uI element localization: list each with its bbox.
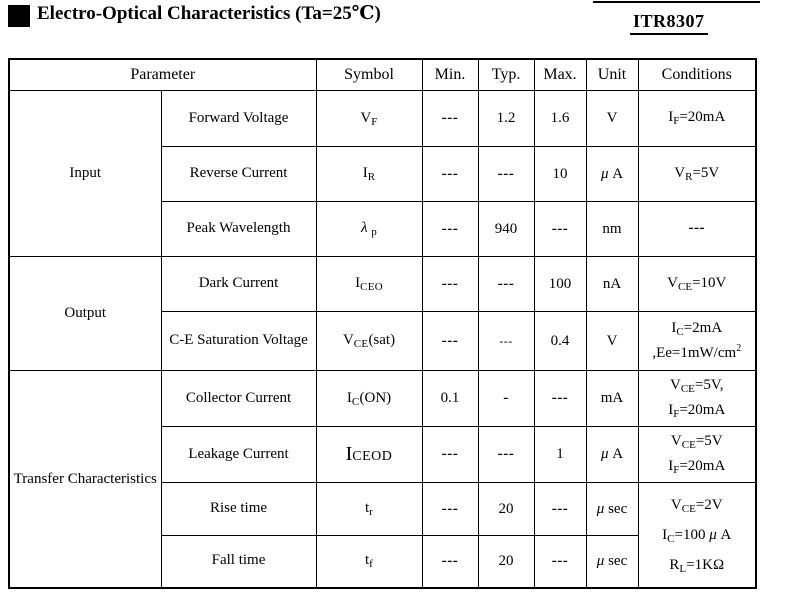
- page-title: Electro-Optical Characteristics (Ta=25℃): [37, 3, 381, 24]
- eo-characteristics-table: [8, 58, 757, 589]
- conditions-cell: $I_C=2mA$ $,Ee=1mW/cm^2$: [638, 312, 756, 371]
- col-header-min: Min.: [422, 59, 478, 91]
- max-cell: 1.6: [534, 91, 586, 147]
- max-cell: ---: [534, 536, 586, 588]
- symbol-cell: $t_f$: [316, 536, 422, 588]
- max-cell: ---: [534, 483, 586, 536]
- unit-cell: mA: [586, 371, 638, 427]
- min-cell: ---: [422, 312, 478, 371]
- conditions-cell: $V_{CE}=5V$, $I_F=20mA$: [638, 371, 756, 427]
- unit-cell: μ A: [586, 147, 638, 202]
- max-cell: ---: [534, 202, 586, 257]
- max-cell: 10: [534, 147, 586, 202]
- symbol-cell: ICEOD: [316, 427, 422, 483]
- conditions-cell-rise-fall: $V_{CE}=2V$ $I_C=100$ μ A $R_L=1K\Omega$: [638, 483, 756, 588]
- table-row-forward-voltage: [9, 91, 756, 147]
- conditions-cell: $V_{CE}=10V$: [638, 257, 756, 312]
- symbol-cell: $V_F$: [316, 91, 422, 147]
- symbol-cell: $V_{CE}(sat)$: [316, 312, 422, 371]
- col-header-typ: Typ.: [478, 59, 534, 91]
- param-cell: Leakage Current: [161, 427, 316, 483]
- typ-cell: 940: [478, 202, 534, 257]
- typ-cell: -: [478, 371, 534, 427]
- col-header-unit: Unit: [586, 59, 638, 91]
- part-number: ITR8307: [630, 11, 708, 35]
- group-cell-output: Output: [9, 257, 161, 371]
- param-cell: Reverse Current: [161, 147, 316, 202]
- typ-cell: ---: [478, 312, 534, 371]
- conditions-cell: ---: [638, 202, 756, 257]
- unit-cell: nA: [586, 257, 638, 312]
- symbol-cell: $t_r$: [316, 483, 422, 536]
- min-cell: ---: [422, 536, 478, 588]
- typ-cell: ---: [478, 147, 534, 202]
- col-header-parameter: Parameter: [9, 59, 316, 91]
- table-row-collector-current: [9, 371, 756, 427]
- typ-cell: ---: [478, 427, 534, 483]
- unit-cell: μ A: [586, 427, 638, 483]
- typ-cell: 1.2: [478, 91, 534, 147]
- section-marker-icon: [8, 5, 30, 27]
- min-cell: ---: [422, 91, 478, 147]
- min-cell: ---: [422, 427, 478, 483]
- min-cell: ---: [422, 202, 478, 257]
- param-cell: Forward Voltage: [161, 91, 316, 147]
- group-cell-input: Input: [9, 91, 161, 257]
- param-cell: C-E Saturation Voltage: [161, 312, 316, 371]
- table-row-dark-current: [9, 257, 756, 312]
- typ-cell: 20: [478, 483, 534, 536]
- min-cell: ---: [422, 147, 478, 202]
- max-cell: 100: [534, 257, 586, 312]
- header-row: [9, 59, 756, 91]
- param-cell: Dark Current: [161, 257, 316, 312]
- conditions-cell: $V_{CE}=5V$ $I_F=20mA$: [638, 427, 756, 483]
- col-header-conditions: Conditions: [638, 59, 756, 91]
- max-cell: 1: [534, 427, 586, 483]
- typ-cell: 20: [478, 536, 534, 588]
- min-cell: 0.1: [422, 371, 478, 427]
- unit-cell: μ sec: [586, 536, 638, 588]
- max-cell: ---: [534, 371, 586, 427]
- symbol-cell: λ $_p$: [316, 202, 422, 257]
- group-cell-transfer-characteristics: Transfer Characteristics: [9, 371, 161, 588]
- param-cell: Peak Wavelength: [161, 202, 316, 257]
- min-cell: ---: [422, 257, 478, 312]
- max-cell: 0.4: [534, 312, 586, 371]
- param-cell: Fall time: [161, 536, 316, 588]
- header-rule: [593, 1, 760, 3]
- col-header-symbol: Symbol: [316, 59, 422, 91]
- conditions-cell: $V_R=5V$: [638, 147, 756, 202]
- param-cell: Collector Current: [161, 371, 316, 427]
- symbol-cell: $I_C(ON)$: [316, 371, 422, 427]
- conditions-cell: $I_F=20mA$: [638, 91, 756, 147]
- unit-cell: nm: [586, 202, 638, 257]
- min-cell: ---: [422, 483, 478, 536]
- col-header-max: Max.: [534, 59, 586, 91]
- unit-cell: μ sec: [586, 483, 638, 536]
- typ-cell: ---: [478, 257, 534, 312]
- param-cell: Rise time: [161, 483, 316, 536]
- unit-cell: V: [586, 91, 638, 147]
- symbol-cell: $I_{CEO}$: [316, 257, 422, 312]
- unit-cell: V: [586, 312, 638, 371]
- symbol-cell: $I_R$: [316, 147, 422, 202]
